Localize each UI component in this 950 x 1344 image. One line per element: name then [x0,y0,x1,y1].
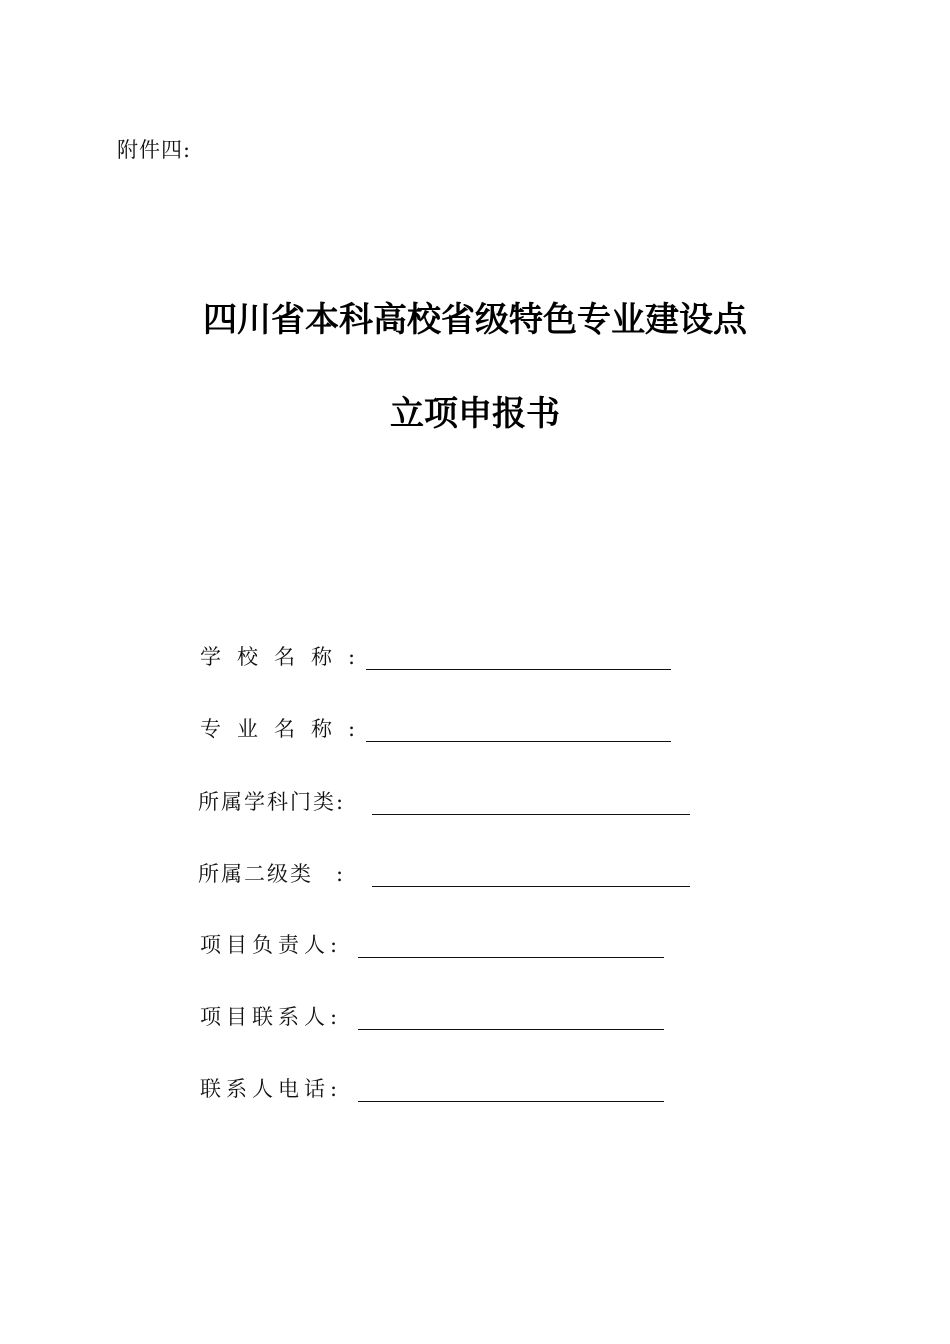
project-leader-blank[interactable] [358,957,664,958]
contact-phone-blank[interactable] [358,1101,664,1102]
attachment-label: 附件四: [117,138,192,162]
discipline-label: 所属学科门类: [198,790,346,814]
document-title-line-1: 四川省本科高校省级特色专业建设点 [203,300,747,340]
project-leader-label: 项目负责人: [200,933,343,957]
project-contact-label: 项目联系人: [200,1005,343,1029]
contact-phone-label: 联系人电话: [200,1077,343,1101]
document-title-line-2: 立项申报书 [390,394,560,434]
secondary-class-label: 所属二级类 : [198,862,346,886]
discipline-blank[interactable] [372,814,690,815]
major-name-label: 专业名称: [200,717,372,741]
school-name-label: 学校名称: [200,645,372,669]
school-name-blank[interactable] [366,669,671,670]
secondary-class-blank[interactable] [372,886,690,887]
major-name-blank[interactable] [366,741,671,742]
project-contact-blank[interactable] [358,1029,664,1030]
